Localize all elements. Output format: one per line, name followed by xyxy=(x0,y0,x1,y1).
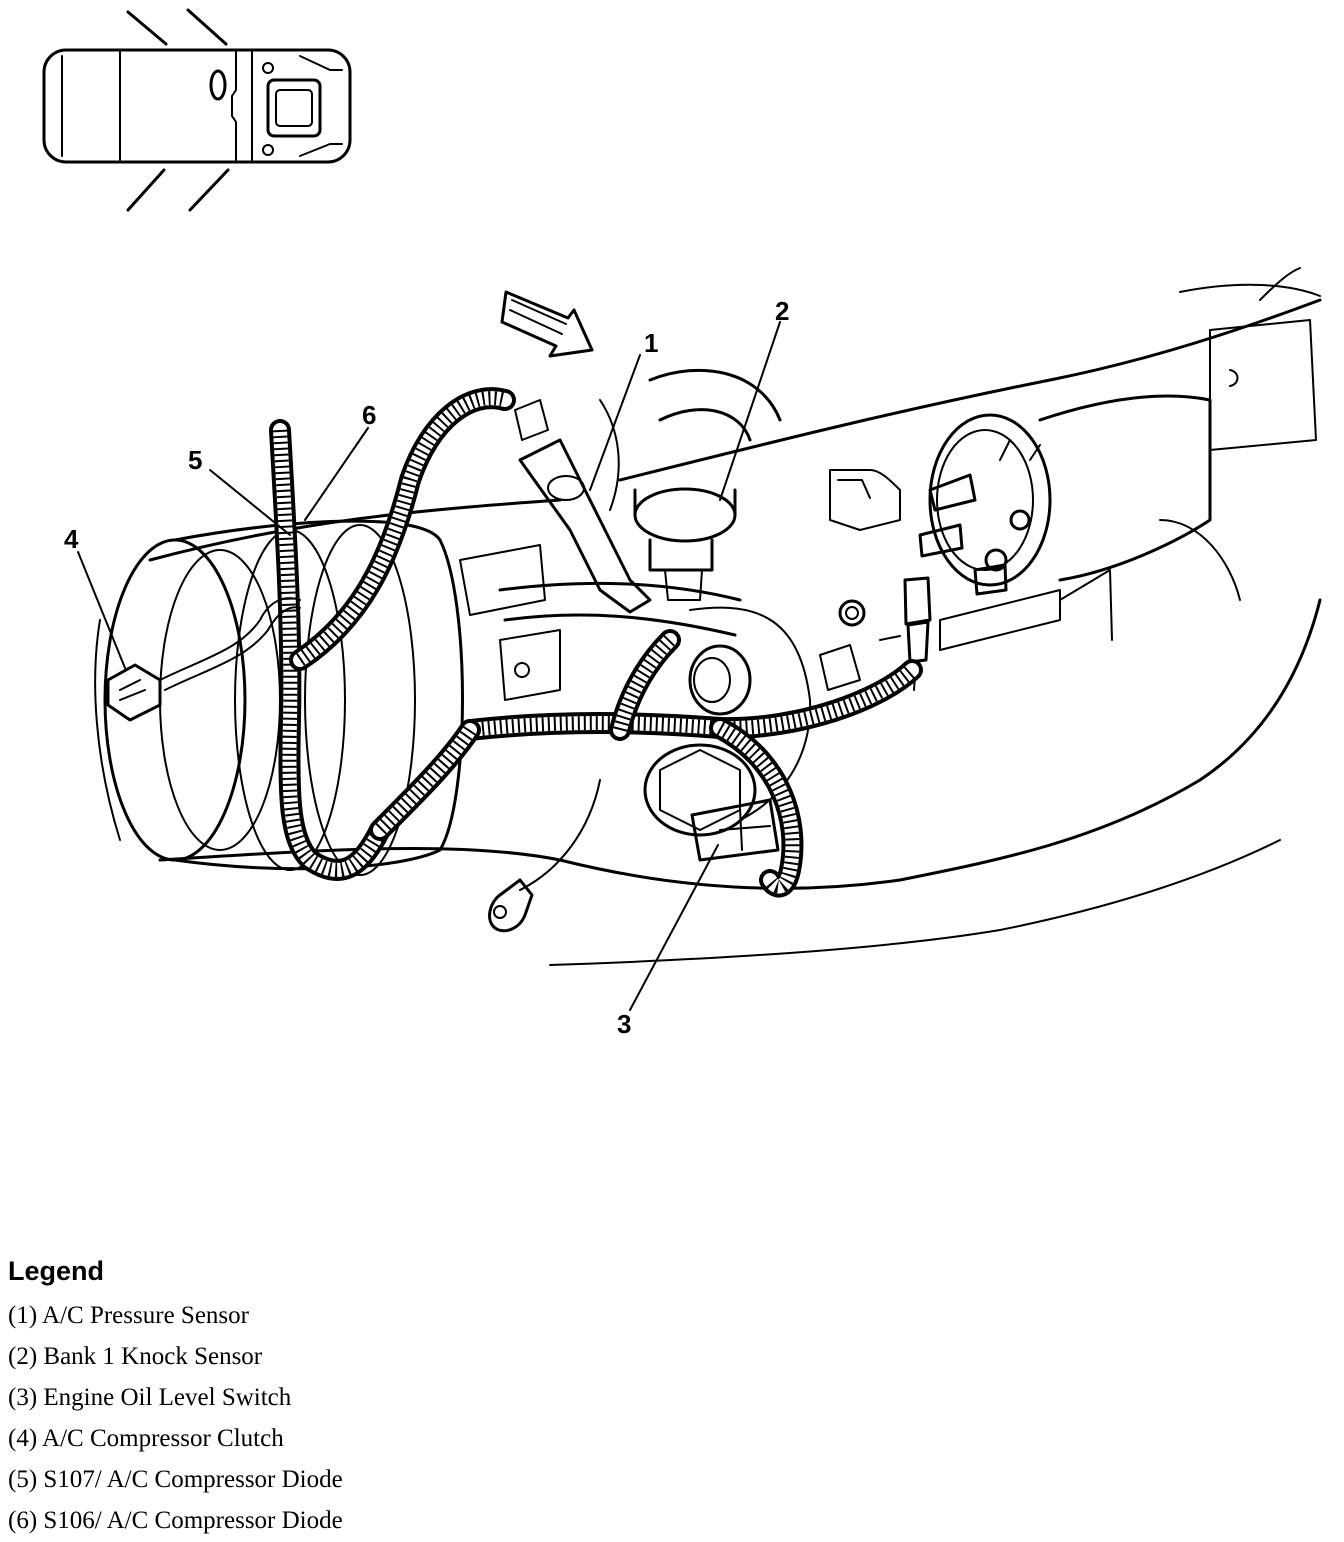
legend xyxy=(8,1256,708,1541)
legend-item xyxy=(8,1377,708,1418)
legend-item-number: (3) xyxy=(8,1384,38,1411)
callout-4: 4 xyxy=(64,524,79,554)
legend-item-number: (4) xyxy=(8,1425,38,1452)
legend-item-label: A/C Pressure Sensor xyxy=(42,1302,249,1329)
legend-item-number: (6) xyxy=(8,1507,38,1534)
legend-item xyxy=(8,1295,708,1336)
legend-title: Legend xyxy=(8,1256,105,1286)
legend-item-label: A/C Compressor Clutch xyxy=(42,1425,284,1452)
legend-item-label: S107/ A/C Compressor Diode xyxy=(43,1466,343,1493)
callout-3: 3 xyxy=(617,1009,632,1039)
view-direction-arrow-icon xyxy=(502,292,592,356)
wiring-harness-illustration xyxy=(160,398,912,886)
vehicle-locator-icon xyxy=(44,10,350,210)
legend-item-number: (1) xyxy=(8,1302,38,1329)
legend-item xyxy=(8,1336,708,1377)
legend-item xyxy=(8,1418,708,1459)
callout-1: 1 xyxy=(644,328,659,358)
callout-2: 2 xyxy=(775,296,790,326)
legend-item xyxy=(8,1500,708,1541)
legend-item-label: S106/ A/C Compressor Diode xyxy=(43,1507,343,1534)
legend-item-number: (5) xyxy=(8,1466,38,1493)
legend-item-label: Bank 1 Knock Sensor xyxy=(43,1343,263,1370)
callout-5: 5 xyxy=(188,445,203,475)
legend-item-label: Engine Oil Level Switch xyxy=(43,1384,292,1411)
legend-item-number: (2) xyxy=(8,1343,38,1370)
callout-6: 6 xyxy=(362,400,377,430)
legend-item xyxy=(8,1459,708,1500)
